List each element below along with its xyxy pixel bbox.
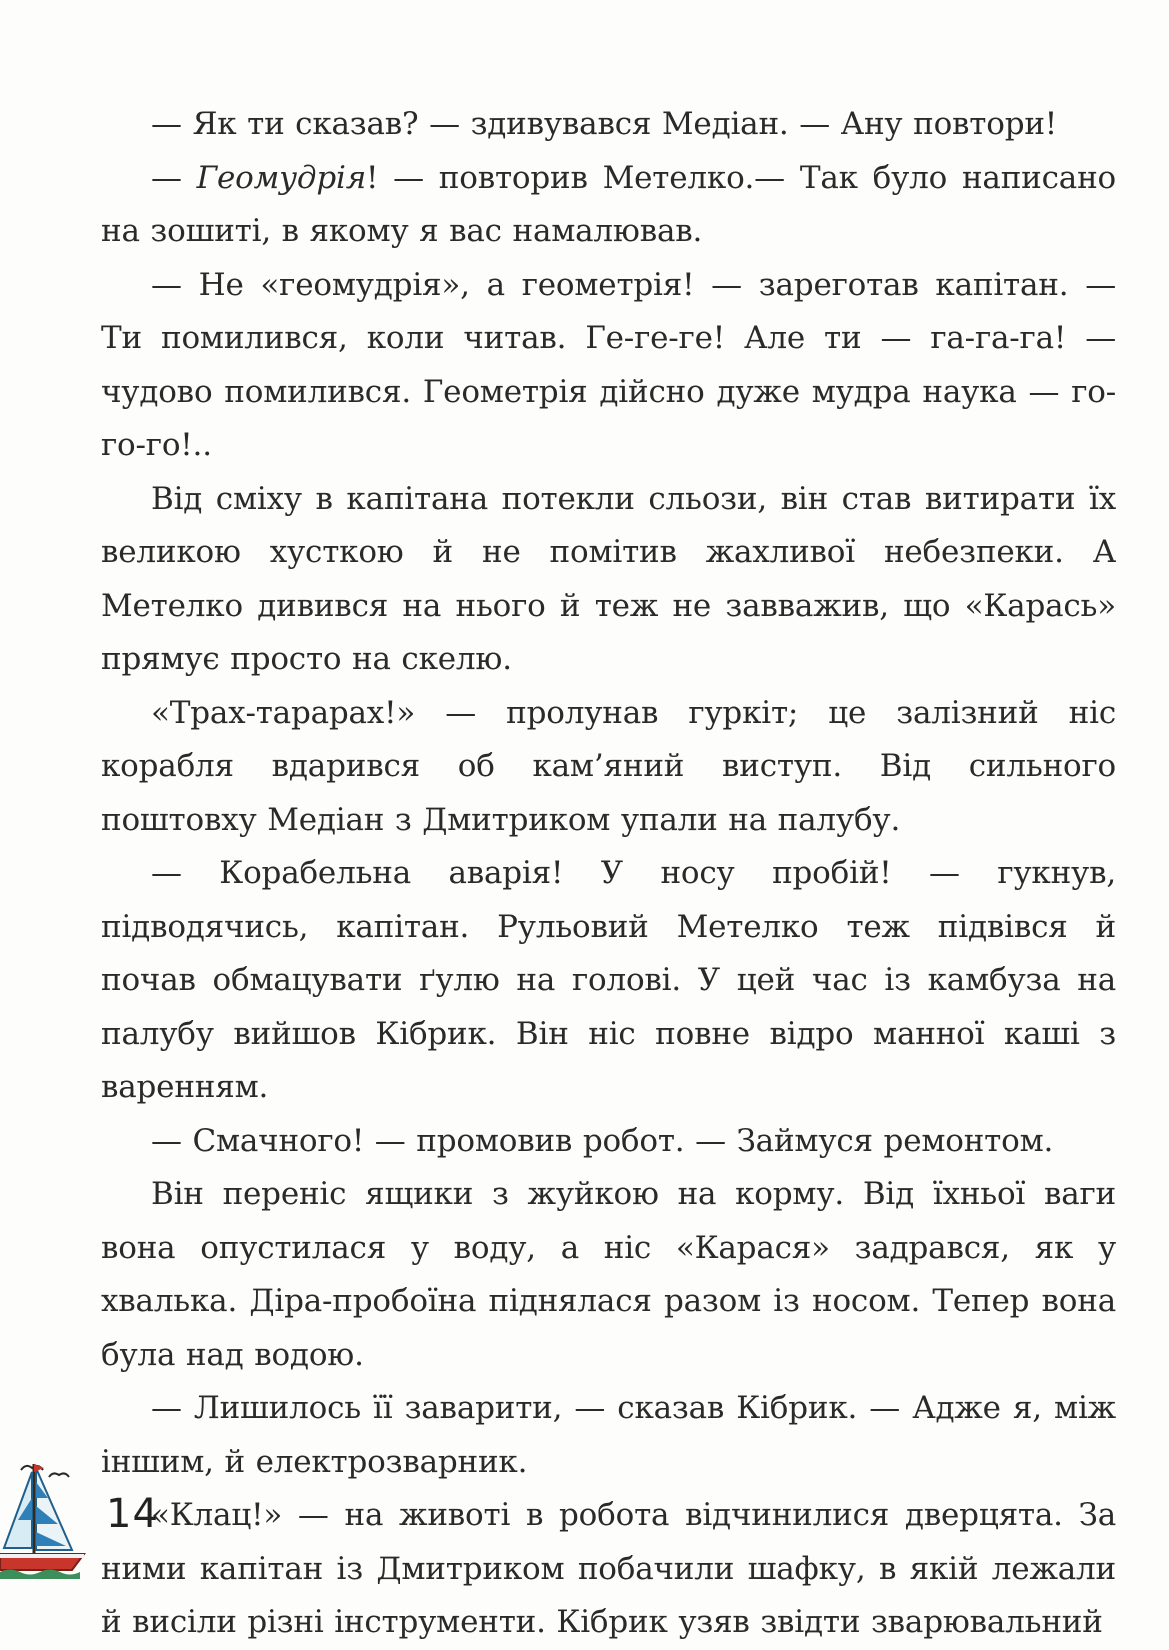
paragraph-2 [101, 152, 1116, 259]
dash: — [151, 159, 197, 196]
italic-word: Геомудрія [196, 159, 367, 196]
paragraph-1: — Як ти сказав? — здивувався Медіан. — Ану повтори! [151, 106, 1058, 142]
sailboat-icon [0, 1458, 90, 1579]
paragraph-10: «Клац!» — на животі в робота відчинилися дверцята. За ними капітан із Дмитриком побачили шафку, в якій лежали й висіли різні інструменти. Кібрик узяв звідти зварювальний [101, 1497, 1116, 1640]
paragraph-7: — Смачного! — промовив робот. — Займуся ремонтом. [151, 1122, 1054, 1159]
page-number: 14 [106, 1491, 159, 1537]
paragraph-4: Від сміху в капітана потекли сльози, він став витирати їх великою хусткою й не помітив жахливої небезпеки. А Метелко дивився на нього й теж не завважив, що «Карась» прямує просто на скелю. [101, 480, 1116, 677]
paragraph-5: «Трах-тарарах!» — пролунав гуркіт; це залізний ніс корабля вдарився об кам’яний виступ. Від сильного поштовху Медіан з Дмитриком упали на палубу. [101, 694, 1116, 838]
paragraph-9: — Лишилось її заварити, — сказав Кібрик. — Адже я, між іншим, й електрозварник. [101, 1390, 1116, 1480]
paragraph-6: — Корабельна аварія! У носу пробій! — гукнув, підводячись, капітан. Рульовий Метелко теж підвівся й почав обмацувати ґулю на голові. У цей час із камбуза на палубу вийшов Кібрик. Він ніс повне відро манної каші з варенням. [101, 855, 1116, 1105]
page-body-text [101, 98, 1116, 1650]
paragraph-8: Він переніс ящики з жуйкою на корму. Від їхньої ваги вона опустилася у воду, а ніс «Карася» задрався, як у хвалька. Діра-пробоїна піднялася разом із носом. Тепер вона була над водою. [101, 1176, 1116, 1373]
paragraph-2-rest: ! — повторив Метелко.— Так було написано на зошиті, в якому я вас намалював. [101, 159, 1116, 249]
paragraph-3: — Не «геомудрія», а геометрія! — зареготав капітан. — Ти помилився, коли читав. Ге-ге-ге! Але ти — га-га-га! — чудово помилився. Геометрія дійсно дуже мудра наука — го-го-го!.. [101, 266, 1116, 463]
